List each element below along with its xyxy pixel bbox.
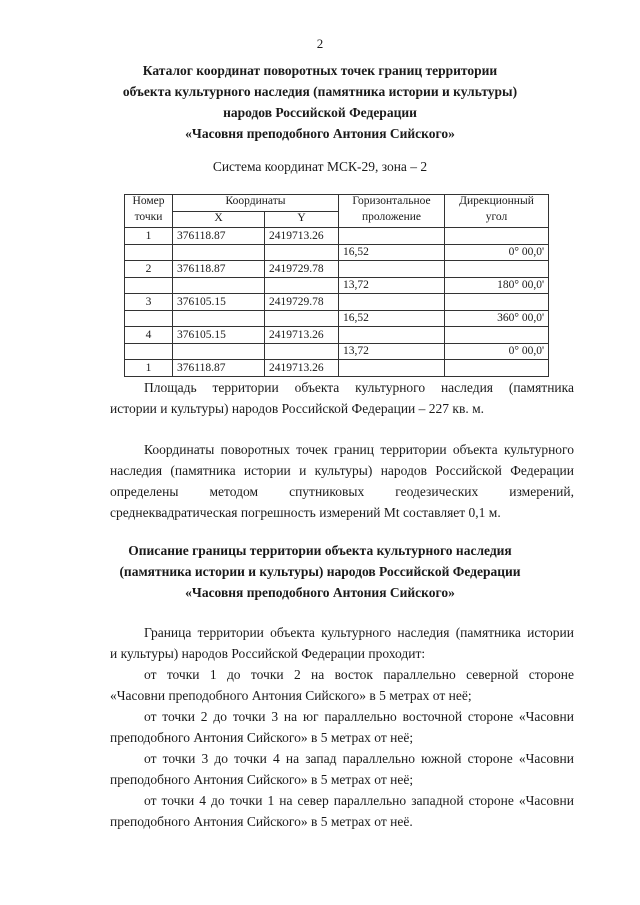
boundary-intro-line: и культуры) народов Российской Федерации проходит:	[110, 646, 426, 661]
boundary-item-line: от точки 4 до точки 1 на север параллельно западной стороне «Часовни	[144, 793, 574, 808]
point-x: 376118.87	[173, 360, 265, 377]
boundary-item-line: преподобного Антония Сийского» в 5 метрах от неё;	[110, 772, 414, 787]
empty-cell	[339, 327, 445, 344]
method-line: среднеквадратическая погрешность измерений Mt составляет 0,1 м.	[110, 505, 501, 520]
empty-cell	[125, 343, 173, 360]
table-row	[125, 294, 549, 311]
method-line: наследия (памятника истории и культуры) народов Российской Федерации	[110, 463, 574, 478]
boundary-item-line: от точки 1 до точки 2 на восток параллельно северной стороне	[144, 667, 574, 682]
header-direction: Дирекционный	[445, 195, 549, 212]
empty-cell	[445, 360, 549, 377]
empty-cell	[445, 261, 549, 278]
boundary-item-line: от точки 2 до точки 3 на юг параллельно восточной стороне «Часовни	[144, 709, 574, 724]
point-x: 376105.15	[173, 294, 265, 311]
point-y: 2419713.26	[265, 360, 339, 377]
boundary-item-line: преподобного Антония Сийского» в 5 метрах от неё;	[110, 730, 414, 745]
boundary-description	[110, 622, 574, 832]
catalog-title-line: народов Российской Федерации	[223, 105, 417, 120]
header-y: Y	[265, 211, 339, 228]
catalog-title-line: объекта культурного наследия (памятника истории и культуры)	[122, 84, 518, 99]
point-number: 2	[125, 261, 173, 278]
header-x: X	[173, 211, 265, 228]
table-header-row	[125, 195, 549, 212]
empty-cell	[339, 261, 445, 278]
method-paragraph	[110, 439, 574, 523]
point-number: 3	[125, 294, 173, 311]
header-direction-sub: угол	[445, 211, 549, 228]
empty-cell	[265, 277, 339, 294]
table-row	[125, 244, 549, 261]
empty-cell	[173, 343, 265, 360]
empty-cell	[173, 310, 265, 327]
catalog-title	[60, 60, 580, 144]
table-header-row	[125, 211, 549, 228]
header-horizontal-sub: проложение	[339, 211, 445, 228]
segment-length: 13,72	[339, 343, 445, 360]
segment-angle: 0° 00,0'	[445, 244, 549, 261]
point-x: 376105.15	[173, 327, 265, 344]
segment-angle: 180° 00,0'	[445, 277, 549, 294]
boundary-intro-line: Граница территории объекта культурного наследия (памятника истории	[144, 625, 574, 640]
table-row	[125, 360, 549, 377]
point-y: 2419713.26	[265, 327, 339, 344]
boundary-item-line: «Часовни преподобного Антония Сийского» в 5 метрах от неё;	[110, 688, 472, 703]
point-number: 1	[125, 228, 173, 245]
empty-cell	[445, 294, 549, 311]
header-number-sub: точки	[125, 211, 173, 228]
empty-cell	[125, 310, 173, 327]
empty-cell	[173, 244, 265, 261]
description-title-line: Описание границы территории объекта культурного наследия	[128, 543, 512, 558]
point-y: 2419729.78	[265, 261, 339, 278]
empty-cell	[125, 277, 173, 294]
point-number: 4	[125, 327, 173, 344]
table-row	[125, 261, 549, 278]
segment-length: 16,52	[339, 310, 445, 327]
boundary-item-line: преподобного Антония Сийского» в 5 метрах от неё.	[110, 814, 413, 829]
empty-cell	[173, 277, 265, 294]
area-line: Площадь территории объекта культурного наследия (памятника	[144, 380, 574, 395]
empty-cell	[339, 228, 445, 245]
catalog-title-line: Каталог координат поворотных точек границ территории	[142, 63, 498, 78]
table-row	[125, 327, 549, 344]
header-number: Номер	[125, 195, 173, 212]
catalog-title-line: «Часовня преподобного Антония Сийского»	[185, 126, 455, 141]
point-number: 1	[125, 360, 173, 377]
table-row	[125, 277, 549, 294]
empty-cell	[125, 244, 173, 261]
empty-cell	[265, 343, 339, 360]
page-number: 2	[316, 36, 324, 51]
segment-angle: 0° 00,0'	[445, 343, 549, 360]
empty-cell	[339, 294, 445, 311]
point-x: 376118.87	[173, 228, 265, 245]
empty-cell	[445, 327, 549, 344]
area-paragraph	[110, 377, 574, 419]
description-title-line: (памятника истории и культуры) народов Российской Федерации	[119, 564, 521, 579]
segment-length: 13,72	[339, 277, 445, 294]
method-line: определены методом спутниковых геодезических измерений,	[110, 484, 574, 499]
empty-cell	[265, 244, 339, 261]
empty-cell	[445, 228, 549, 245]
header-coordinates: Координаты	[173, 195, 339, 212]
point-x: 376118.87	[173, 261, 265, 278]
segment-length: 16,52	[339, 244, 445, 261]
table-row	[125, 343, 549, 360]
table-row	[125, 310, 549, 327]
table-row	[125, 228, 549, 245]
empty-cell	[265, 310, 339, 327]
segment-angle: 360° 00,0'	[445, 310, 549, 327]
area-line: истории и культуры) народов Российской Федерации – 227 кв. м.	[110, 401, 485, 416]
point-y: 2419713.26	[265, 228, 339, 245]
coordinates-table	[124, 194, 549, 377]
boundary-item-line: от точки 3 до точки 4 на запад параллельно южной стороне «Часовни	[144, 751, 574, 766]
description-title	[60, 540, 580, 603]
point-y: 2419729.78	[265, 294, 339, 311]
description-title-line: «Часовня преподобного Антония Сийского»	[185, 585, 455, 600]
method-line: Координаты поворотных точек границ территории объекта культурного	[144, 442, 574, 457]
empty-cell	[339, 360, 445, 377]
header-horizontal: Горизонтальное	[339, 195, 445, 212]
coordinate-system: Система координат МСК-29, зона – 2	[212, 159, 428, 174]
